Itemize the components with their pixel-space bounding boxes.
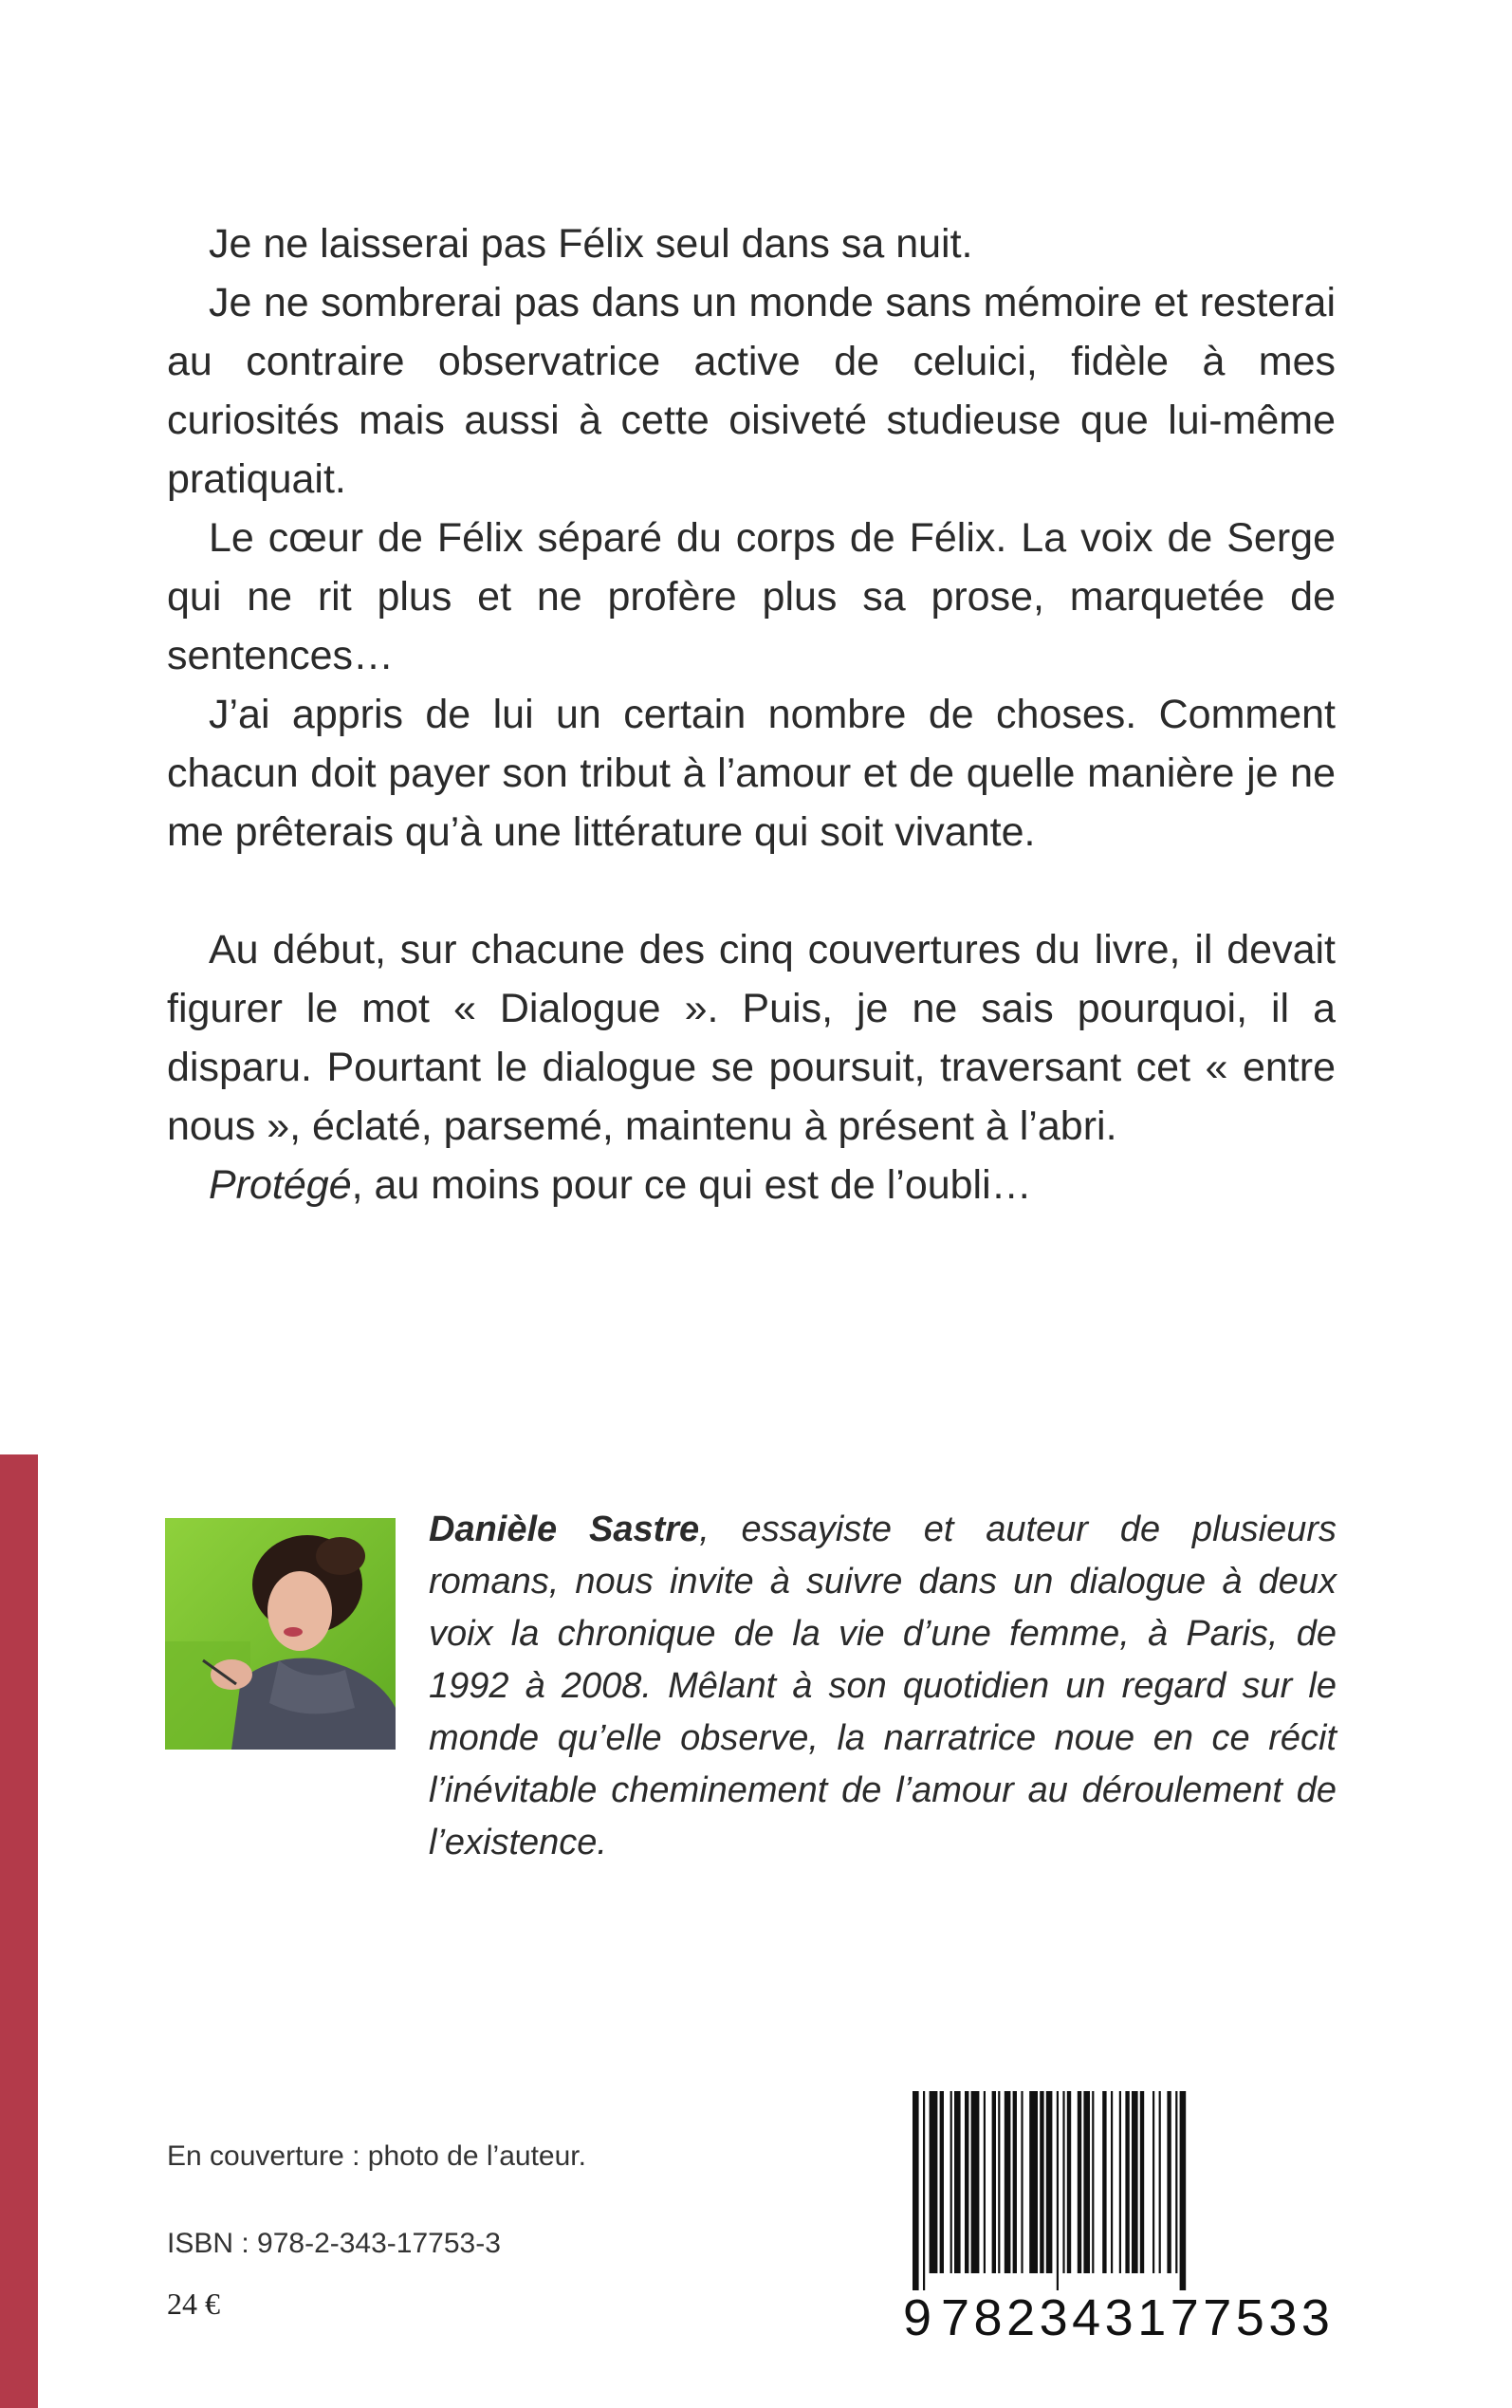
author-photo-image — [165, 1518, 396, 1750]
cover-photo-credit: En couverture : photo de l’auteur. — [167, 2140, 586, 2172]
author-bio-text: , essayiste et auteur de plusieurs romans, nous invite à suivre dans un dialogue à deux voix la chronique de la vie d’une femme, à Paris, de 1992 à 2008. Mêlant à son quotidien un regard sur le monde qu’elle observe, la narratrice noue en ce récit l’inévitable cheminement de l’amour au déroulement de l’existence. — [429, 1510, 1337, 1862]
barcode-bar — [998, 2091, 1000, 2273]
barcode-bar — [984, 2091, 986, 2273]
price: 24 € — [167, 2287, 220, 2321]
paragraph-3: Le cœur de Félix séparé du corps de Félix. La voix de Serge qui ne rit plus et ne profère plus sa prose, marquetée de sentences… — [167, 515, 1336, 678]
barcode-bar — [1046, 2091, 1053, 2273]
barcode-bar — [1180, 2091, 1187, 2290]
barcode-bar — [1092, 2091, 1094, 2273]
barcode-bar — [1132, 2091, 1138, 2273]
paragraph-6-italic: Protégé — [209, 1162, 352, 1208]
paragraph-5: Au début, sur chacune des cinq couvertures du livre, il devait figurer le mot « Dialogue ». Puis, je ne sais pourquoi, il a disparu. Pourtant le dialogue se poursuit, traversant cet « entre nous », éclaté, parsemé, maintenu à présent à l’abri. — [167, 927, 1336, 1149]
barcode-bar — [1078, 2091, 1081, 2273]
paragraph-6-rest: , au moins pour ce qui est de l’oubli… — [351, 1162, 1032, 1208]
author-biography — [429, 1504, 1337, 1869]
barcode-bar — [940, 2091, 944, 2273]
barcode-bar — [1029, 2091, 1038, 2273]
barcode-bar — [1067, 2091, 1071, 2273]
barcode-bar — [1152, 2091, 1154, 2273]
barcode-bar — [1111, 2091, 1113, 2273]
barcode-bar — [965, 2091, 968, 2273]
barcode-bar — [1119, 2091, 1121, 2273]
paragraph-2: Je ne sombrerai pas dans un monde sans mémoire et resterai au contraire observatrice active de celuici, fidèle à mes curiosités mais aussi à cette oisiveté studieuse que lui-même pratiquait. — [167, 280, 1336, 502]
barcode-bar — [923, 2091, 925, 2290]
barcode — [903, 2091, 1339, 2290]
barcode-bar — [1057, 2091, 1059, 2290]
barcode-bar — [1062, 2091, 1064, 2273]
side-color-band — [0, 1454, 38, 2408]
barcode-bar — [1175, 2091, 1177, 2273]
barcode-bar — [954, 2091, 961, 2273]
barcode-first-digit: 9 — [903, 2289, 935, 2346]
author-photo — [165, 1518, 396, 1750]
barcode-bar — [971, 2091, 980, 2273]
barcode-bar — [1159, 2091, 1161, 2273]
paragraph-6 — [167, 1156, 1336, 1214]
isbn: ISBN : 978-2-343-17753-3 — [167, 2228, 501, 2259]
barcode-bar — [1167, 2091, 1171, 2273]
barcode-bar — [930, 2091, 938, 2273]
barcode-bar — [1140, 2091, 1144, 2273]
barcode-bar — [1021, 2091, 1023, 2273]
barcode-number: 782343177533 — [941, 2289, 1335, 2346]
paragraph-1: Je ne laisserai pas Félix seul dans sa nuit. — [209, 221, 973, 267]
barcode-bar — [1040, 2091, 1043, 2273]
paragraph-4: J’ai appris de lui un certain nombre de choses. Comment chacun doit payer son tribut à l’amour et de quelle manière je ne me prêterais qu’à une littérature qui soit vivante. — [167, 692, 1336, 855]
barcode-bar — [992, 2091, 996, 2273]
author-name: Danièle Sastre — [429, 1510, 700, 1549]
barcode-bar — [913, 2091, 919, 2290]
barcode-bar — [1102, 2091, 1106, 2273]
barcode-bar — [1013, 2091, 1017, 2273]
barcode-bar — [1083, 2091, 1090, 2273]
barcode-bar — [1125, 2091, 1129, 2273]
barcode-bar — [1005, 2091, 1011, 2273]
barcode-bar — [950, 2091, 952, 2273]
back-cover-text — [167, 214, 1336, 1214]
